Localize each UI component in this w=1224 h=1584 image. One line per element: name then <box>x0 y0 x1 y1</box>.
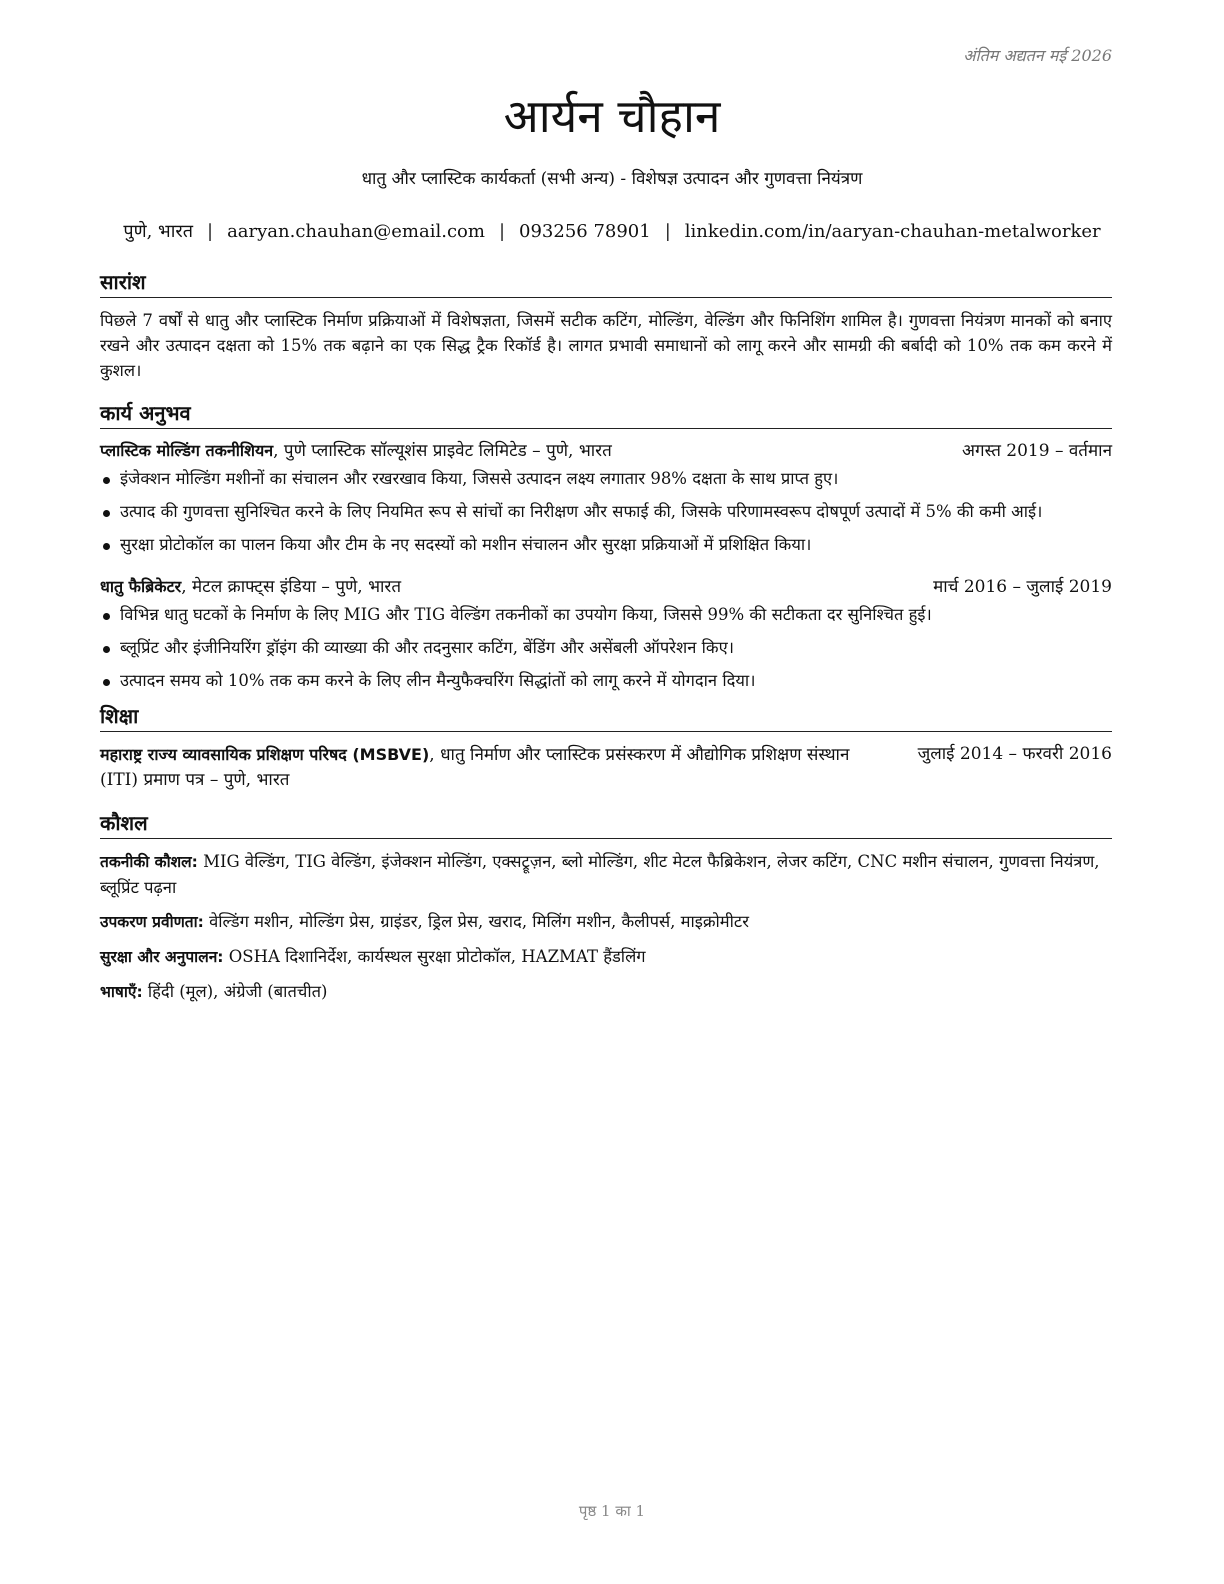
job-entry <box>100 575 1112 693</box>
contact-location: पुणे, भारत <box>123 221 193 242</box>
skills-heading: कौशल <box>100 809 1112 839</box>
last-updated-text: अंतिम अद्यतन मई 2026 <box>963 46 1112 65</box>
bullet-icon <box>103 646 110 653</box>
job-title-line <box>100 575 401 599</box>
contact-linkedin[interactable]: linkedin.com/in/aaryan-chauhan-metalworker <box>684 221 1101 242</box>
skill-line <box>100 979 1112 1005</box>
education-text <box>100 742 890 793</box>
job-bullet <box>100 636 1112 660</box>
job-org: , पुणे प्लास्टिक सॉल्यूशंस प्राइवेट लिमिटेड – पुणे, भारत <box>273 441 612 461</box>
contact-separator: | <box>664 221 671 242</box>
bullet-icon <box>103 679 110 686</box>
skill-label: भाषाएँ: <box>100 983 143 1001</box>
experience-heading: कार्य अनुभव <box>100 399 1112 429</box>
job-bullet-text: उत्पाद की गुणवत्ता सुनिश्चित करने के लिए नियमित रूप से सांचों का निरीक्षण और सफाई की, जिसके परिणामस्वरूप दोषपूर्ण उत्पादों में 5% की कमी आई। <box>120 502 1043 521</box>
job-bullet-text: सुरक्षा प्रोटोकॉल का पालन किया और टीम के नए सदस्यों को मशीन संचालन और सुरक्षा प्रक्रियाओं में प्रशिक्षित किया। <box>120 535 812 554</box>
job-bullet-text: विभिन्न धातु घटकों के निर्माण के लिए MIG और TIG वेल्डिंग तकनीकों का उपयोग किया, जिससे 99% की सटीकता दर सुनिश्चित हुई। <box>120 605 932 624</box>
job-bullet-text: इंजेक्शन मोल्डिंग मशीनों का संचालन और रखरखाव किया, जिससे उत्पादन लक्ष्य लगातार 98% दक्षता के साथ प्राप्त हुए। <box>120 469 839 488</box>
candidate-name: आर्यन चौहान <box>503 89 721 143</box>
job-role: धातु फैब्रिकेटर <box>100 577 182 596</box>
job-bullet <box>100 603 1112 627</box>
summary-section <box>100 268 1112 383</box>
education-heading: शिक्षा <box>100 702 1112 732</box>
skill-value: हिंदी (मूल), अंग्रेजी (बातचीत) <box>142 982 328 1001</box>
education-institution: महाराष्ट्र राज्य व्यावसायिक प्रशिक्षण परिषद (MSBVE) <box>100 745 430 764</box>
bullet-icon <box>103 613 110 620</box>
job-header <box>100 575 1112 599</box>
contact-line <box>0 219 1224 245</box>
experience-section <box>100 399 1112 693</box>
education-section <box>100 702 1112 793</box>
skill-line <box>100 909 1112 935</box>
contact-separator: | <box>498 221 506 242</box>
education-dates: जुलाई 2014 – फरवरी 2016 <box>917 744 1112 764</box>
job-role: प्लास्टिक मोल्डिंग तकनीशियन <box>100 441 274 460</box>
summary-text: पिछले 7 वर्षों से धातु और प्लास्टिक निर्माण प्रक्रियाओं में विशेषज्ञता, जिसमें सटीक कटिंग, मोल्डिंग, वेल्डिंग और फिनिशिंग शामिल है। गुणवत्ता नियंत्रण मानकों को बनाए रखने और उत्पादन दक्षता को 15% तक बढ़ाने का एक सिद्ध ट्रैक रिकॉर्ड है। लागत प्रभावी समाधानों को लागू करने और सामग्री की बर्बादी को 10% तक कम करने में कुशल। <box>100 311 1112 380</box>
education-detail: , धातु निर्माण और प्लास्टिक प्रसंस्करण में औद्योगिक प्रशिक्षण संस्थान (ITI) प्रमाण पत्र – पुणे, भारत <box>100 745 850 790</box>
skills-section <box>100 809 1112 1005</box>
bullet-icon <box>103 510 110 517</box>
skill-value: MIG वेल्डिंग, TIG वेल्डिंग, इंजेक्शन मोल्डिंग, एक्सट्रूज़न, ब्लो मोल्डिंग, शीट मेटल फैब्रिकेशन, लेजर कटिंग, CNC मशीन संचालन, गुणवत्ता नियंत्रण, ब्लूप्रिंट पढ़ना <box>100 852 1100 897</box>
skill-label: उपकरण प्रवीणता: <box>100 913 204 931</box>
job-bullet <box>100 533 1112 557</box>
skill-line <box>100 944 1112 970</box>
job-bullet <box>100 467 1112 491</box>
contact-phone[interactable]: 093256 78901 <box>519 221 651 242</box>
education-entry <box>100 742 1112 793</box>
job-header <box>100 439 1112 463</box>
job-bullets <box>100 467 1112 557</box>
summary-heading: सारांश <box>100 268 1112 298</box>
job-title-line <box>100 439 612 463</box>
job-bullet-text: ब्लूप्रिंट और इंजीनियरिंग ड्रॉइंग की व्याख्या की और तदनुसार कटिंग, बेंडिंग और असेंबली ऑपरेशन किए। <box>120 638 734 657</box>
contact-separator: | <box>206 221 214 242</box>
skill-line <box>100 849 1112 900</box>
job-bullets <box>100 603 1112 693</box>
skill-label: तकनीकी कौशल: <box>100 853 198 871</box>
job-bullet <box>100 669 1112 693</box>
resume-body <box>100 268 1112 1014</box>
job-dates: अगस्त 2019 – वर्तमान <box>962 441 1112 461</box>
job-org: , मेटल क्राफ्ट्स इंडिया – पुणे, भारत <box>181 577 402 597</box>
job-bullet <box>100 500 1112 524</box>
bullet-icon <box>103 477 110 484</box>
bullet-icon <box>103 543 110 550</box>
job-bullet-text: उत्पादन समय को 10% तक कम करने के लिए लीन मैन्युफैक्चरिंग सिद्धांतों को लागू करने में योगदान दिया। <box>120 671 756 690</box>
skill-label: सुरक्षा और अनुपालन: <box>100 948 224 966</box>
job-entry <box>100 439 1112 557</box>
contact-email[interactable]: aaryan.chauhan@email.com <box>227 221 485 242</box>
skill-value: वेल्डिंग मशीन, मोल्डिंग प्रेस, ग्राइंडर, ड्रिल प्रेस, खराद, मिलिंग मशीन, कैलीपर्स, माइक्रोमीटर <box>203 912 749 931</box>
skill-value: OSHA दिशानिर्देश, कार्यस्थल सुरक्षा प्रोटोकॉल, HAZMAT हैंडलिंग <box>223 947 646 966</box>
candidate-subtitle: धातु और प्लास्टिक कार्यकर्ता (सभी अन्य) - विशेषज्ञ उत्पादन और गुणवत्ता नियंत्रण <box>361 169 863 189</box>
job-dates: मार्च 2016 – जुलाई 2019 <box>933 577 1112 597</box>
page-number: पृष्ठ 1 का 1 <box>578 1502 646 1520</box>
